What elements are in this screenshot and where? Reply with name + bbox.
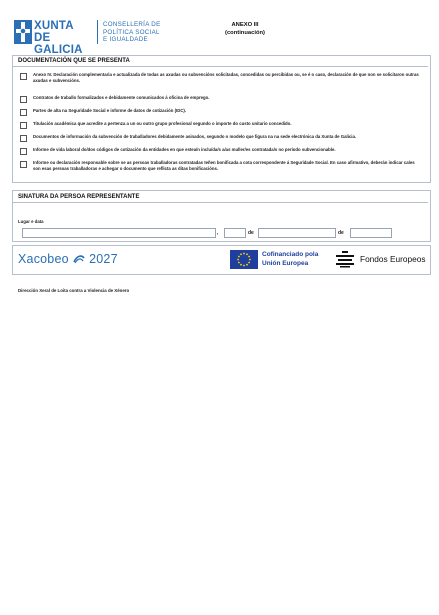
- anexo-title: ANEXO III: [231, 22, 259, 28]
- doc-checkbox[interactable]: [20, 135, 27, 142]
- doc-item-label: Contratos de traballo formalizados e debidamente comunicados á oficina de emprego.: [33, 95, 210, 100]
- xacobeo-year: 2027: [89, 252, 118, 266]
- doc-item-label: Titulación académica que acredite a pertenza a un ou outro grupo profesional segundo o importe do custo unitario concedido.: [33, 121, 292, 126]
- footer-department: Dirección Xeral de Loita contra a Violencia de Xénero: [18, 288, 130, 293]
- xacobeo-label: Xacobeo: [18, 252, 69, 266]
- day-field[interactable]: [224, 228, 246, 238]
- fondos-europeos-icon: [334, 250, 356, 268]
- doc-checkbox[interactable]: [20, 96, 27, 103]
- anexo-subtitle: (continuación): [225, 30, 265, 36]
- doc-checkbox[interactable]: [20, 109, 27, 116]
- xunta-emblem-icon: [14, 20, 32, 44]
- de-separator: de: [248, 230, 254, 236]
- doc-item-label: Partes de alta na Seguridade Social e informe de datos de cotización (IDC).: [33, 108, 187, 113]
- year-field[interactable]: [350, 228, 392, 238]
- doc-item-label: Informe ou declaración responsable sobre se as persoas traballadoras contratadas teñen bonificada a cota correspondente á Seguridade Social. En caso afirmativo, deberán indicar cales son esas persoas traballadoras e achegar o documento que reflicta as ditas bonificacións.: [33, 160, 415, 171]
- cofinanced-line2: Unión Europea: [262, 259, 309, 267]
- header-divider: [97, 20, 98, 44]
- conselleria-line3: E IGUALDADE: [103, 36, 148, 43]
- xunta-logo: [14, 20, 102, 56]
- section-rule: [13, 66, 428, 67]
- doc-checkbox[interactable]: [20, 122, 27, 129]
- xacobeo-logo: [18, 252, 118, 266]
- doc-checkbox[interactable]: [20, 148, 27, 155]
- xunta-line1: XUNTA: [34, 20, 74, 32]
- month-field[interactable]: [258, 228, 336, 238]
- conselleria-line2: POLÍTICA SOCIAL: [103, 28, 160, 36]
- signature-title: SINATURA DA PERSOA REPRESENTANTE: [18, 194, 140, 200]
- conselleria-line1: CONSELLERÍA DE: [103, 21, 161, 28]
- conselleria-name: [103, 21, 161, 44]
- doc-checkbox[interactable]: [20, 73, 27, 80]
- place-date-label: Lugar e data: [18, 219, 44, 224]
- xunta-line2: DE GALICIA: [34, 32, 83, 56]
- doc-item-label: Documentos de información da subvención de traballadores debidamente asinados, segundo o modelo que figura na na sede electrónica da Xunta de Galicia.: [33, 134, 357, 139]
- eu-flag-icon: [230, 250, 258, 269]
- doc-item-label: Informe de vida laboral do/dos códigos de cotización da entidades en que estea/n incluída/s a/as muller/es contratada/s no período subvencionable.: [33, 147, 336, 152]
- fondos-europeos-label: Fondos Europeos: [360, 254, 426, 264]
- cofinanced-line1: Cofinanciado pola: [262, 251, 319, 258]
- de-separator: de: [338, 230, 344, 236]
- xacobeo-swirl-icon: [73, 254, 85, 264]
- anexo-heading: [210, 21, 280, 37]
- cofinanced-text: [262, 251, 318, 268]
- doc-checkbox[interactable]: [20, 161, 27, 168]
- doc-item-label: Anexo IV. Declaración complementaria e actualizada de todas as axudas ou subvencións solicitadas, concedidas ou percibidas ou, se é o caso, declaración de que non se solicitaron outras axudas e subvencións.: [33, 72, 419, 83]
- section-rule: [13, 202, 428, 203]
- documentation-title: DOCUMENTACIÓN QUE SE PRESENTA: [18, 58, 130, 64]
- place-field[interactable]: [22, 228, 219, 238]
- comma-separator: ,: [217, 230, 219, 236]
